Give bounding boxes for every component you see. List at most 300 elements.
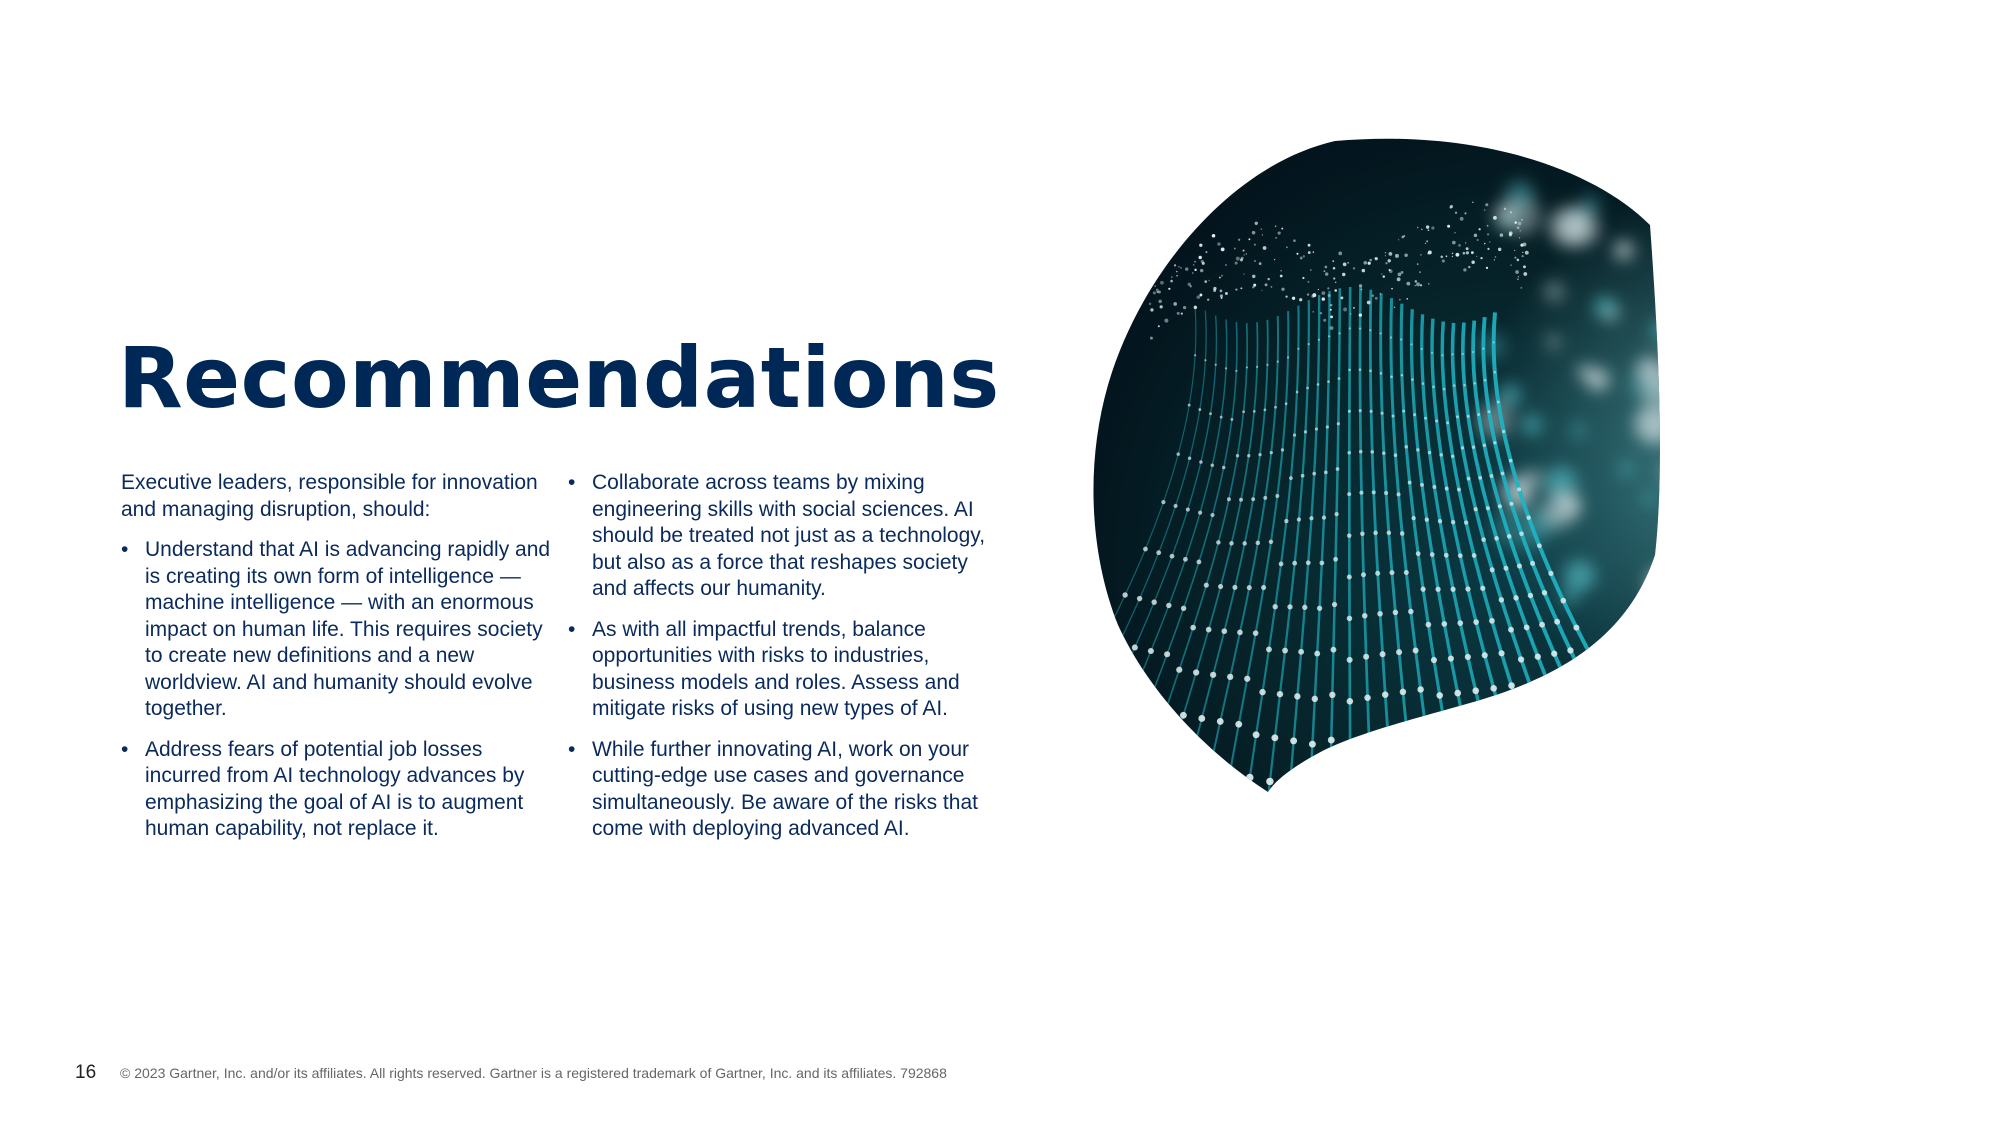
ridge-sparkle [1236,257,1240,261]
ridge-sparkle [1397,277,1401,281]
wave-dot [1227,766,1234,773]
wave-dot [1301,474,1305,478]
ridge-sparkle [1153,291,1156,294]
wave-dot [1336,467,1340,471]
wave-dot [1431,657,1437,663]
wave-dot [1482,652,1488,658]
ridge-sparkle [1275,225,1276,226]
wave-dot [1180,712,1187,719]
wave-dot [1486,506,1490,510]
ridge-sparkle [1322,291,1326,295]
wave-dot [1347,616,1353,622]
wave-dot [1309,516,1313,520]
bullet-text: While further innovating AI, work on your cutting-edge use cases and governance simultaneously. Be aware of the risks that come with deploying advanced AI. [592,737,978,840]
ridge-sparkle [1332,260,1334,262]
ridge-sparkle [1199,244,1202,247]
wave-dot [1306,786,1313,793]
wave-dot [1465,654,1471,660]
ridge-sparkle [1399,299,1401,301]
ridge-sparkle [1280,275,1283,278]
wave-dot [1364,694,1371,701]
bokeh-dot [1546,335,1560,349]
wave-dot [1417,686,1424,693]
bokeh-dot [1594,297,1616,319]
wave-dot [1401,374,1404,377]
wave-dot [1209,412,1212,415]
ridge-sparkle [1333,277,1335,279]
wave-dot [1216,540,1221,545]
bokeh-dot [1550,207,1589,246]
wave-dot [1407,768,1415,776]
wave-dot [1404,570,1409,575]
ridge-sparkle [1281,288,1284,291]
ridge-sparkle [1446,255,1448,257]
wave-dot [1508,682,1515,689]
wave-dot [1348,369,1351,372]
wave-dot [1151,599,1156,604]
wave-dot [1258,453,1261,456]
ridge-sparkle [1391,288,1393,290]
wave-dot [1317,383,1320,386]
ridge-sparkle [1244,254,1245,255]
ridge-sparkle [1254,260,1256,262]
wave-dot [1413,648,1419,654]
ridge-sparkle [1343,308,1347,312]
ridge-sparkle [1292,297,1295,300]
ridge-sparkle [1171,276,1173,278]
ridge-sparkle [1252,231,1256,235]
wave-dot [1426,622,1432,628]
ridge-sparkle [1362,269,1365,272]
wave-dot [1362,613,1368,619]
ridge-sparkle [1367,301,1371,305]
ridge-sparkle [1517,226,1520,229]
ridge-sparkle [1254,244,1256,246]
wave-dot [1549,744,1557,752]
wave-dot [1416,551,1421,556]
wave-dot [1198,715,1205,722]
ridge-sparkle [1157,291,1159,293]
bullet-icon: • [121,538,129,561]
ridge-sparkle [1299,298,1302,301]
ridge-sparkle [1452,256,1453,257]
wave-dot [1334,512,1338,516]
ridge-sparkle [1442,259,1445,262]
ridge-sparkle [1480,257,1482,259]
ridge-sparkle [1325,272,1328,275]
wave-dot [1507,534,1512,539]
wave-dot [1360,531,1365,536]
wave-dot [1324,470,1328,474]
wave-dot [1286,782,1293,789]
wave-dot [1526,516,1530,520]
wave-dot [1244,676,1250,682]
ridge-sparkle [1219,277,1221,279]
ridge-sparkle [1333,267,1336,270]
page-title: Recommendations [118,329,1000,427]
wave-dot [1188,404,1191,407]
ridge-sparkle [1286,246,1288,248]
wave-dot [1443,388,1446,391]
ridge-sparkle [1158,300,1161,303]
wave-dot [1482,348,1484,350]
list-item [121,537,561,723]
ridge-sparkle [1466,247,1469,250]
wave-dot [1116,641,1122,647]
ridge-sparkle [1401,271,1404,274]
wave-dot [1410,343,1412,345]
wave-dot [1247,454,1250,457]
wave-dot [1143,547,1148,552]
ridge-sparkle [1221,247,1225,251]
wave-dot [1236,454,1239,457]
ridge-sparkle [1471,251,1474,254]
ridge-sparkle [1428,229,1430,231]
bokeh-dot [1577,364,1592,379]
wave-dot [1319,561,1324,566]
ridge-sparkle [1420,254,1422,256]
ridge-sparkle [1243,250,1245,252]
ridge-sparkle [1463,252,1466,255]
wave-dot [1242,410,1245,413]
wave-dot [1302,605,1307,610]
ridge-sparkle [1401,236,1404,239]
ridge-sparkle [1425,243,1426,244]
ridge-sparkle [1154,285,1156,287]
ridge-sparkle [1350,313,1351,314]
wave-dot [1405,445,1408,448]
wave-dot [1332,602,1337,607]
ridge-sparkle [1200,269,1203,272]
ridge-sparkle [1518,222,1522,226]
ridge-sparkle [1150,337,1153,340]
ridge-sparkle [1380,293,1382,295]
wave-dot [1297,348,1299,350]
wave-dot [1517,487,1521,491]
ridge-sparkle [1152,282,1153,283]
ridge-sparkle [1522,252,1523,253]
wave-dot [1451,520,1455,524]
wave-dot [1242,541,1247,546]
wave-dot [1331,647,1337,653]
ridge-sparkle [1220,289,1223,292]
wave-dot [1554,619,1560,625]
wave-dot [1444,553,1449,558]
bokeh-dot [1477,332,1505,360]
ridge-sparkle [1468,266,1470,268]
ridge-sparkle [1523,265,1526,268]
ridge-sparkle [1520,287,1522,289]
wave-dot [1408,609,1414,615]
ridge-sparkle [1158,291,1161,294]
wave-dot [1181,606,1186,611]
ridge-sparkle [1318,289,1319,290]
ridge-sparkle [1180,267,1182,269]
wave-dot [1453,384,1455,386]
ridge-sparkle [1240,258,1243,261]
wave-dot [1448,762,1456,770]
wave-dot [1094,685,1101,692]
wave-dot [1441,354,1443,356]
wave-dot [1387,772,1395,780]
wave-dot [1174,504,1178,508]
wave-dot [1328,737,1335,744]
wave-dot [1421,348,1423,350]
ridge-sparkle [1201,260,1204,263]
ridge-sparkle [1484,243,1486,245]
wave-dot [1314,651,1320,657]
wave-dot [1539,715,1546,722]
wave-dot [1436,692,1443,699]
wave-dot [1199,460,1203,464]
wave-dot [1221,628,1227,634]
ridge-sparkle [1504,208,1506,210]
wave-dot [1400,689,1407,696]
wave-dot [1499,718,1506,725]
wave-dot [1590,736,1598,744]
ridge-sparkle [1220,294,1223,297]
ridge-sparkle [1158,325,1160,327]
wave-dot [1198,408,1201,411]
wave-dot [1452,353,1454,355]
wave-dot [1576,707,1583,714]
wave-dot [1535,654,1541,660]
wave-dot [1380,651,1386,657]
wave-dot [1333,557,1338,562]
ridge-sparkle [1518,276,1519,277]
bokeh-dot [1635,404,1675,444]
ridge-sparkle [1514,221,1517,224]
ridge-sparkle [1498,248,1501,251]
wave-dot [1587,651,1593,657]
wave-dot [1259,689,1265,695]
ridge-sparkle [1381,273,1382,274]
wave-dot [1156,550,1161,555]
ridge-sparkle [1514,250,1515,251]
wave-dot [1439,453,1442,456]
ridge-sparkle [1368,262,1371,265]
ridge-sparkle [1261,228,1263,230]
ridge-sparkle [1489,241,1490,242]
ridge-sparkle [1487,225,1489,227]
bokeh-dot [1544,493,1578,527]
ridge-sparkle [1320,312,1322,314]
wave-dot [1100,637,1106,643]
wave-dot [1518,656,1524,662]
bullet-text: Understand that AI is advancing rapidly and is creating its own form of intelligence — machine intelligence — with an enormous impact on human life. This requires society to create new definitions and a new worldview. AI and humanity should evolve together. [145,538,551,720]
wave-dot [1170,554,1175,559]
ridge-sparkle [1330,304,1333,307]
wave-dot [1266,778,1273,785]
ridge-sparkle [1394,307,1395,308]
page-number: 16 [75,1062,97,1083]
wave-line [1349,287,1350,826]
wave-dot [1266,646,1272,652]
wave-dot [1392,414,1395,417]
wave-dot [1473,619,1479,625]
ridge-sparkle [1322,297,1325,300]
ridge-sparkle [1303,255,1305,257]
ridge-sparkle [1414,285,1416,287]
ridge-sparkle [1426,225,1429,228]
wave-dot [1147,750,1154,757]
wave-dot [1465,586,1470,591]
wave-dot [1274,406,1277,409]
wave-dot [1186,507,1190,511]
wave-dot [1472,553,1477,558]
left-text-column [121,470,561,857]
ridge-sparkle [1255,222,1258,225]
wave-dot [1176,667,1182,673]
ridge-sparkle [1485,203,1488,206]
wave-dot [1508,750,1516,758]
wave-dot [1382,691,1389,698]
wave-dot [1361,572,1366,577]
wave-dot [1390,336,1392,338]
ridge-sparkle [1517,278,1519,280]
wave-dot [1490,685,1497,692]
wave-dot [1122,592,1127,597]
wave-dot [1225,367,1227,369]
wave-dot [1292,561,1297,566]
wave-dot [1164,651,1170,657]
ridge-sparkle [1510,264,1511,265]
right-bullet-list [568,470,1008,843]
wave-dot [1338,377,1341,380]
ridge-sparkle [1383,275,1385,277]
wave-dot [1411,516,1415,520]
wave-dot [1581,676,1588,683]
ridge-sparkle [1308,244,1311,247]
bokeh-dot [1650,319,1674,343]
wave-dot [1381,412,1384,415]
wave-dot [1363,654,1369,660]
ridge-sparkle [1476,256,1477,257]
wave-dot [1253,630,1259,636]
wave-dot [1253,731,1260,738]
ridge-sparkle [1300,256,1303,259]
ridge-sparkle [1369,259,1372,262]
wave-dot [1490,474,1494,478]
wave-dot [1431,352,1433,354]
wave-dot [1480,586,1485,591]
wave-dot [1524,624,1530,630]
wave-dot [1375,571,1380,576]
wave-dot [1490,567,1495,572]
wave-dot [1558,711,1565,718]
wave-dot [1503,566,1508,571]
ridge-sparkle [1374,257,1376,259]
ridge-sparkle [1261,290,1262,291]
ridge-sparkle [1494,259,1495,260]
wave-dot [1304,430,1307,433]
wave-dot [1509,502,1513,506]
ridge-sparkle [1192,272,1193,273]
wave-dot [1273,604,1278,609]
wave-dot [1370,410,1373,413]
wave-dot [1284,519,1288,523]
copyright-footer: © 2023 Gartner, Inc. and/or its affiliates. All rights reserved. Gartner is a registered trademark of Gartner, Inc. and its affiliates. 792868 [120,1065,947,1081]
bokeh-dot [1544,282,1564,302]
ridge-sparkle [1194,306,1197,309]
ridge-sparkle [1509,233,1512,236]
ridge-sparkle [1263,246,1267,250]
wave-dot [1207,762,1214,769]
ridge-sparkle [1235,262,1238,265]
wave-dot [1484,379,1486,381]
wave-dot [1537,543,1542,548]
wave-dot [1327,380,1330,383]
wave-dot [1256,541,1261,546]
wave-dot [1338,332,1340,334]
wave-dot [1328,335,1330,337]
ridge-sparkle [1372,294,1375,297]
wave-dot [1456,415,1459,418]
ridge-sparkle [1500,233,1504,237]
ridge-sparkle [1523,272,1527,276]
wave-dot [1393,610,1399,616]
ridge-sparkle [1313,251,1314,252]
ridge-sparkle [1426,240,1428,242]
wave-dot [1494,371,1496,373]
ridge-sparkle [1221,275,1223,277]
wave-dot [1347,492,1351,496]
ridge-sparkle [1447,225,1450,228]
wave-dot [1270,451,1273,454]
wave-dot [1498,650,1504,656]
wave-dot [1210,672,1216,678]
ridge-sparkle [1176,275,1178,277]
wave-dot [1329,692,1335,698]
ridge-sparkle [1235,288,1237,290]
wave-dot [1312,696,1318,702]
ridge-sparkle [1199,256,1202,259]
wave-dot [1349,327,1351,329]
wave-dot [1263,496,1267,500]
wave-dot [1616,703,1623,710]
ridge-sparkle [1375,297,1378,300]
bokeh-dot [1614,241,1634,261]
bokeh-dot [1564,560,1595,591]
bokeh-dot [1619,461,1635,477]
wave-dot [1235,370,1237,372]
ridge-sparkle [1181,313,1183,315]
wave-dot [1312,472,1316,476]
wave-dot [1424,417,1427,420]
ridge-sparkle [1178,266,1180,268]
ridge-sparkle [1460,217,1464,221]
wave-dot [1489,618,1495,624]
ridge-sparkle [1278,232,1281,235]
wave-dot [1194,354,1196,356]
ridge-sparkle [1440,255,1443,258]
wave-dot [1137,596,1142,601]
list-item [121,737,561,843]
ridge-sparkle [1385,255,1386,256]
wave-dot [1499,597,1504,602]
ridge-sparkle [1458,244,1461,247]
wave-dot [1498,504,1502,508]
wave-dot [1448,655,1454,661]
wave-dot [1380,372,1383,375]
wave-dot [1347,574,1352,579]
wave-dot [1573,625,1579,631]
wave-dot [1337,422,1340,425]
wave-dot [1347,657,1353,663]
wave-dot [1359,368,1362,371]
wave-dot [1422,382,1425,385]
wave-dot [1289,476,1293,480]
